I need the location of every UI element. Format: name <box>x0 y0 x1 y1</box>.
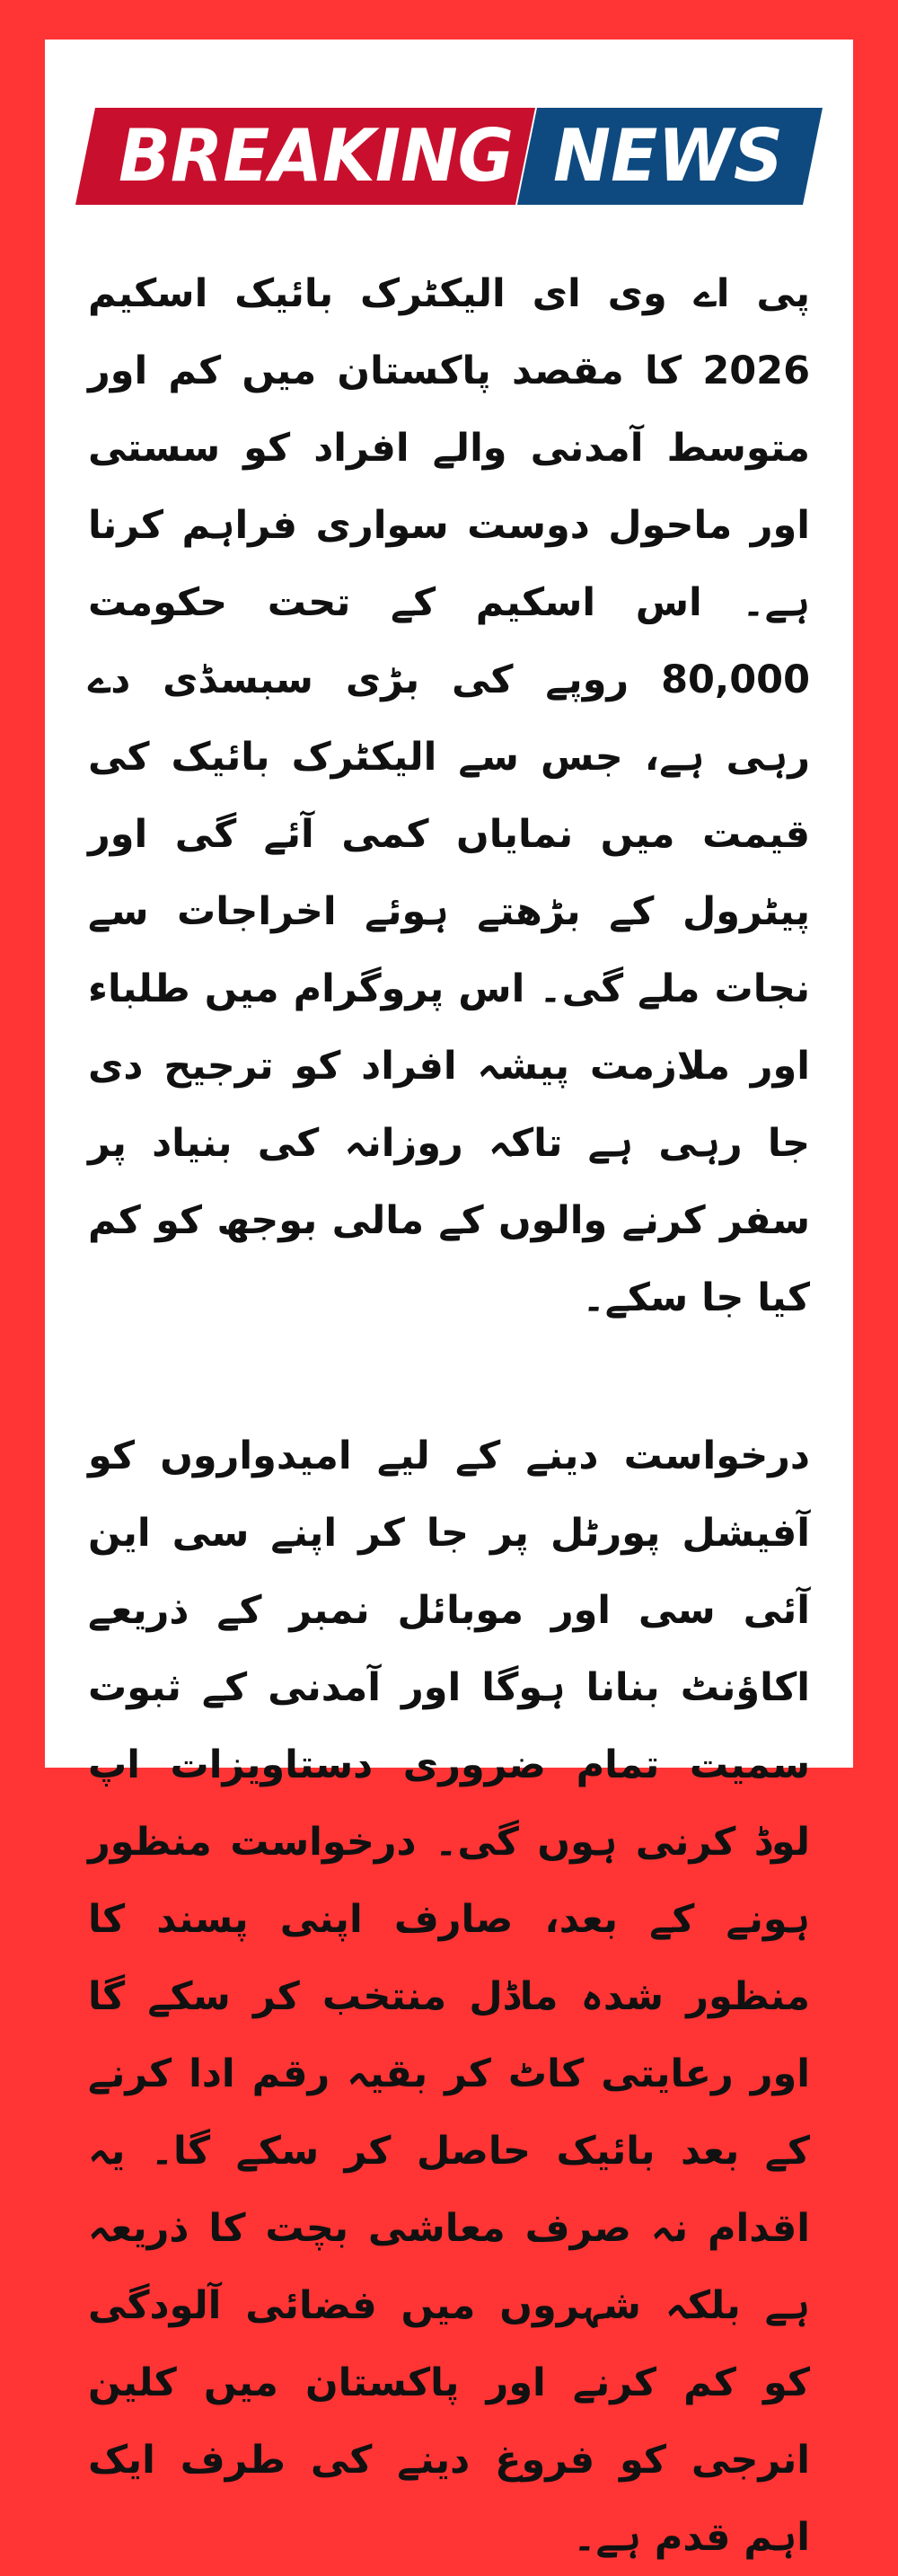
article-paragraph-2: درخواست دینے کے لیے امیدواروں کو آفیشل پورٹل پر جا کر اپنے سی این آئی سی اور موبائل نمبر کے ذریعے اکاؤنٹ بنانا ہوگا اور آمدنی کے ثبوت سمیت تمام ضروری دستاویزات اپ لوڈ کرنی ہوں گی۔ درخواست منظور ہونے کے بعد، صارف اپنی پسند کا منظور شدہ ماڈل منتخب کر سکے گا اور رعایتی کاٹ کر بقیہ رقم ادا کرنے کے بعد بائیک حاصل کر سکے گا۔ یہ اقدام نہ صرف معاشی بچت کا ذریعہ ہے بلکہ شہروں میں فضائی آلودگی کو کم کرنے اور پاکستان میں کلین انرجی کو فروغ دینے کی طرف ایک اہم قدم ہے۔ <box>88 1434 810 2560</box>
banner-graphic <box>75 108 823 205</box>
banner-word-breaking: BREAKING <box>119 114 514 198</box>
banner-word-news: NEWS <box>553 114 783 198</box>
breaking-news-banner <box>75 108 823 205</box>
article-paragraph-1: پی اے وی ای الیکٹرک بائیک اسکیم 2026 کا مقصد پاکستان میں کم اور متوسط آمدنی والے افراد کو سستی اور ماحول دوست سواری فراہم کرنا ہے۔ اس اسکیم کے تحت حکومت 80,000 روپے کی بڑی سبسڈی دے رہی ہے، جس سے الیکٹرک بائیک کی قیمت میں نمایاں کمی آئے گی اور پیٹرول کے بڑھتے ہوئے اخراجات سے نجات ملے گی۔ اس پروگرام میں طلباء اور ملازمت پیشہ افراد کو ترجیح دی جا رہی ہے تاکہ روزانہ کی بنیاد پر سفر کرنے والوں کے مالی بوجھ کو کم کیا جا سکے۔ <box>88 271 810 1320</box>
article-body <box>88 255 810 2576</box>
article-card <box>45 40 853 2560</box>
